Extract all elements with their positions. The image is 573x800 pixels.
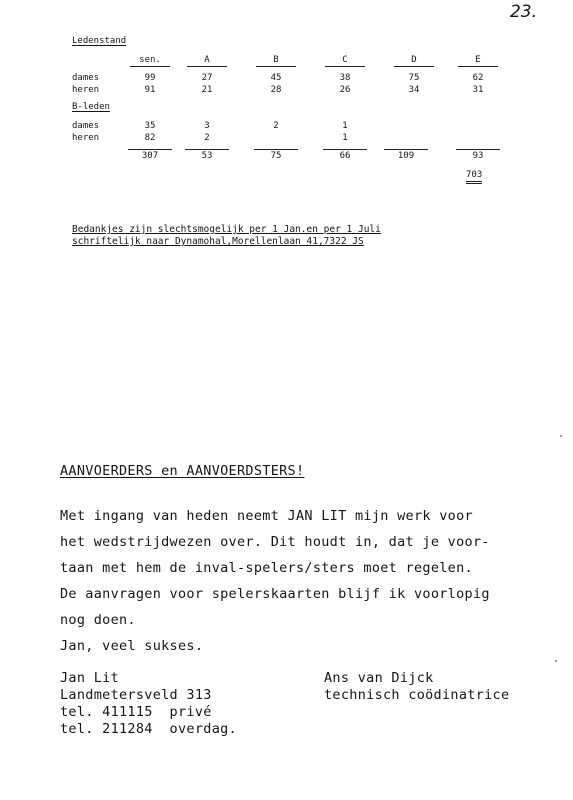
table-cell: 26: [339, 85, 351, 95]
table-cell: 38: [339, 73, 351, 83]
table-cell: 3: [204, 121, 210, 131]
grand-total: 703: [466, 170, 482, 184]
table-cell: 1: [342, 121, 348, 131]
column-header: E: [458, 55, 498, 67]
body-line: De aanvragen voor spelerskaarten blijf ik voorlopig: [60, 586, 490, 602]
table-cell: 2: [204, 133, 210, 143]
table-cell: 34: [408, 85, 420, 95]
notice-line: Bedankjes zijn slechtsmogelijk per 1 Jan.en per 1 Juli: [72, 224, 381, 235]
body-line: Jan, veel sukses.: [60, 638, 204, 654]
table-cell: 45: [270, 73, 282, 83]
row-label: dames: [72, 121, 100, 131]
column-header: A: [187, 55, 227, 67]
table-cell: 35: [144, 121, 156, 131]
row-label: heren: [72, 133, 100, 143]
column-header: B: [256, 55, 296, 67]
column-total: 307: [128, 149, 172, 161]
ledenstand-title: Ledenstand: [72, 36, 127, 46]
body-line: taan met hem de inval-spelers/sters moet regelen.: [60, 560, 473, 576]
table-cell: 27: [201, 73, 213, 83]
row-label: dames: [72, 73, 100, 83]
contact-line: Ans van Dijck: [324, 670, 434, 686]
column-total: 93: [456, 149, 500, 161]
table-cell: 99: [144, 73, 156, 83]
table-cell: 28: [270, 85, 282, 95]
table-cell: 2: [273, 121, 279, 131]
column-total: 75: [254, 149, 298, 161]
scan-speck: [555, 660, 557, 662]
contact-line: tel. 411115 privé: [60, 704, 212, 720]
column-total: 109: [384, 149, 428, 161]
b-leden-title: B-leden: [72, 102, 110, 112]
column-total: 66: [323, 149, 367, 161]
column-header: sen.: [130, 55, 170, 67]
scan-speck: [560, 435, 562, 437]
contact-line: Landmetersveld 313: [60, 687, 212, 703]
column-header: D: [394, 55, 434, 67]
table-cell: 75: [408, 73, 420, 83]
table-cell: 21: [201, 85, 213, 95]
column-header: C: [325, 55, 365, 67]
column-total: 53: [185, 149, 229, 161]
notice-line: schriftelijk naar Dynamohal,Morellenlaan 41,7322 JS: [72, 236, 364, 247]
table-cell: 82: [144, 133, 156, 143]
table-cell: 62: [472, 73, 484, 83]
contact-line: technisch coödinatrice: [324, 687, 510, 703]
table-cell: 91: [144, 85, 156, 95]
page-number: 23.: [509, 2, 537, 22]
row-label: heren: [72, 85, 100, 95]
body-line: Met ingang van heden neemt JAN LIT mijn werk voor: [60, 508, 473, 524]
contact-line: tel. 211284 overdag.: [60, 721, 237, 737]
table-cell: 31: [472, 85, 484, 95]
table-cell: 1: [342, 133, 348, 143]
body-line: nog doen.: [60, 612, 136, 628]
contact-line: Jan Lit: [60, 670, 119, 686]
body-line: het wedstrijdwezen over. Dit houdt in, dat je voor-: [60, 534, 490, 550]
letter-heading: AANVOERDERS en AANVOERDSTERS!: [60, 463, 305, 479]
